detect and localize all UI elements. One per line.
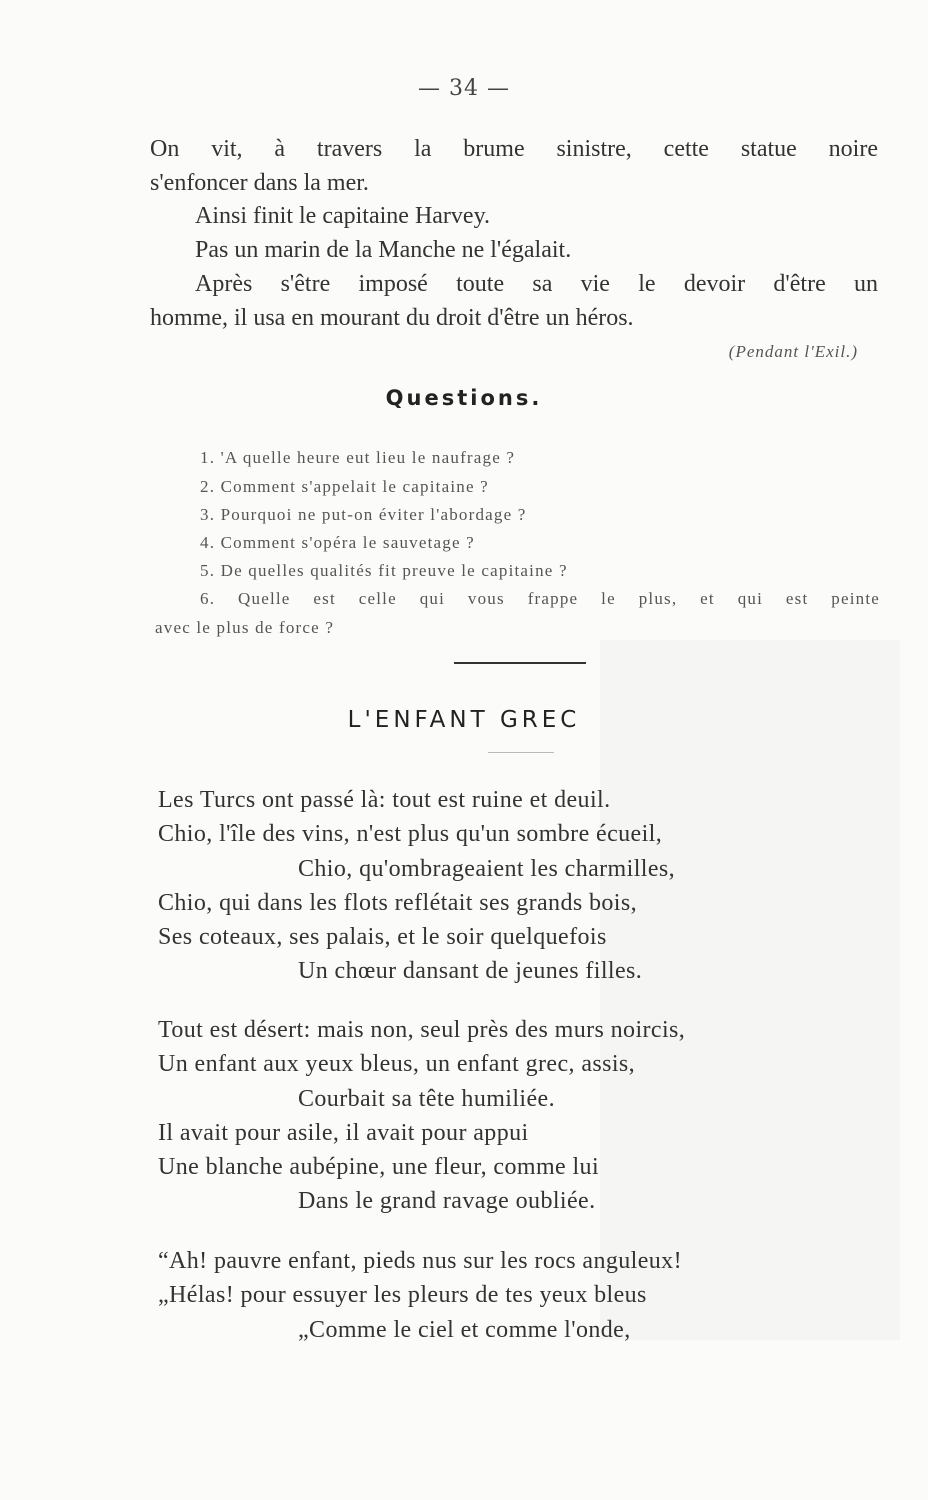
question-item: 5. De quelles qualités fit preuve le capitaine ? <box>200 561 568 580</box>
poem-line: Un enfant aux yeux bleus, un enfant grec, assis, <box>158 1051 636 1077</box>
page-number: — 34 — <box>418 76 510 101</box>
source-citation: (Pendant l'Exil.) <box>728 342 858 361</box>
question-item: 1. 'A quelle heure eut lieu le naufrage ? <box>200 448 516 467</box>
poem-line: Un chœur dansant de jeunes filles. <box>298 958 643 984</box>
prose-line: homme, il usa en mourant du droit d'être un héros. <box>150 305 634 331</box>
poem-line: Chio, qu'ombrageaient les charmilles, <box>298 856 676 882</box>
prose-line: Ainsi finit le capitaine Harvey. <box>195 203 491 229</box>
question-item: avec le plus de force ? <box>155 618 335 637</box>
question-item: 3. Pourquoi ne put-on éviter l'abordage ? <box>200 505 527 524</box>
question-item: 2. Comment s'appelait le capitaine ? <box>200 477 489 496</box>
title-underline <box>488 752 554 753</box>
poem-title: L'ENFANT GREC <box>347 707 581 733</box>
poem-line: Il avait pour asile, il avait pour appui <box>158 1120 529 1146</box>
questions-heading: Questions. <box>385 386 543 410</box>
poem-line: Dans le grand ravage oubliée. <box>298 1188 596 1214</box>
poem-line: „Comme le ciel et comme l'onde, <box>298 1317 631 1343</box>
poem-line: Tout est désert: mais non, seul près des murs noircis, <box>158 1017 686 1043</box>
prose-line: Après s'être imposé toute sa vie le devoir d'être un <box>195 271 878 297</box>
question-item: 4. Comment s'opéra le sauvetage ? <box>200 533 475 552</box>
poem-line: Chio, l'île des vins, n'est plus qu'un sombre écueil, <box>158 821 663 847</box>
question-item: 6. Quelle est celle qui vous frappe le plus, et qui est peinte <box>200 589 880 608</box>
prose-line: Pas un marin de la Manche ne l'égalait. <box>195 237 572 263</box>
section-divider <box>454 662 586 664</box>
poem-line: Courbait sa tête humiliée. <box>298 1086 555 1112</box>
poem-line: Ses coteaux, ses palais, et le soir quelquefois <box>158 924 607 950</box>
poem-line: „Hélas! pour essuyer les pleurs de tes yeux bleus <box>158 1282 647 1308</box>
poem-line: Les Turcs ont passé là: tout est ruine et deuil. <box>158 787 611 813</box>
poem-line: “Ah! pauvre enfant, pieds nus sur les rocs anguleux! <box>158 1248 682 1274</box>
poem-line: Chio, qui dans les flots reflétait ses grands bois, <box>158 890 638 916</box>
poem-line: Une blanche aubépine, une fleur, comme lui <box>158 1154 600 1180</box>
prose-line: On vit, à travers la brume sinistre, cette statue noire <box>150 136 878 162</box>
prose-line: s'enfoncer dans la mer. <box>150 170 369 196</box>
